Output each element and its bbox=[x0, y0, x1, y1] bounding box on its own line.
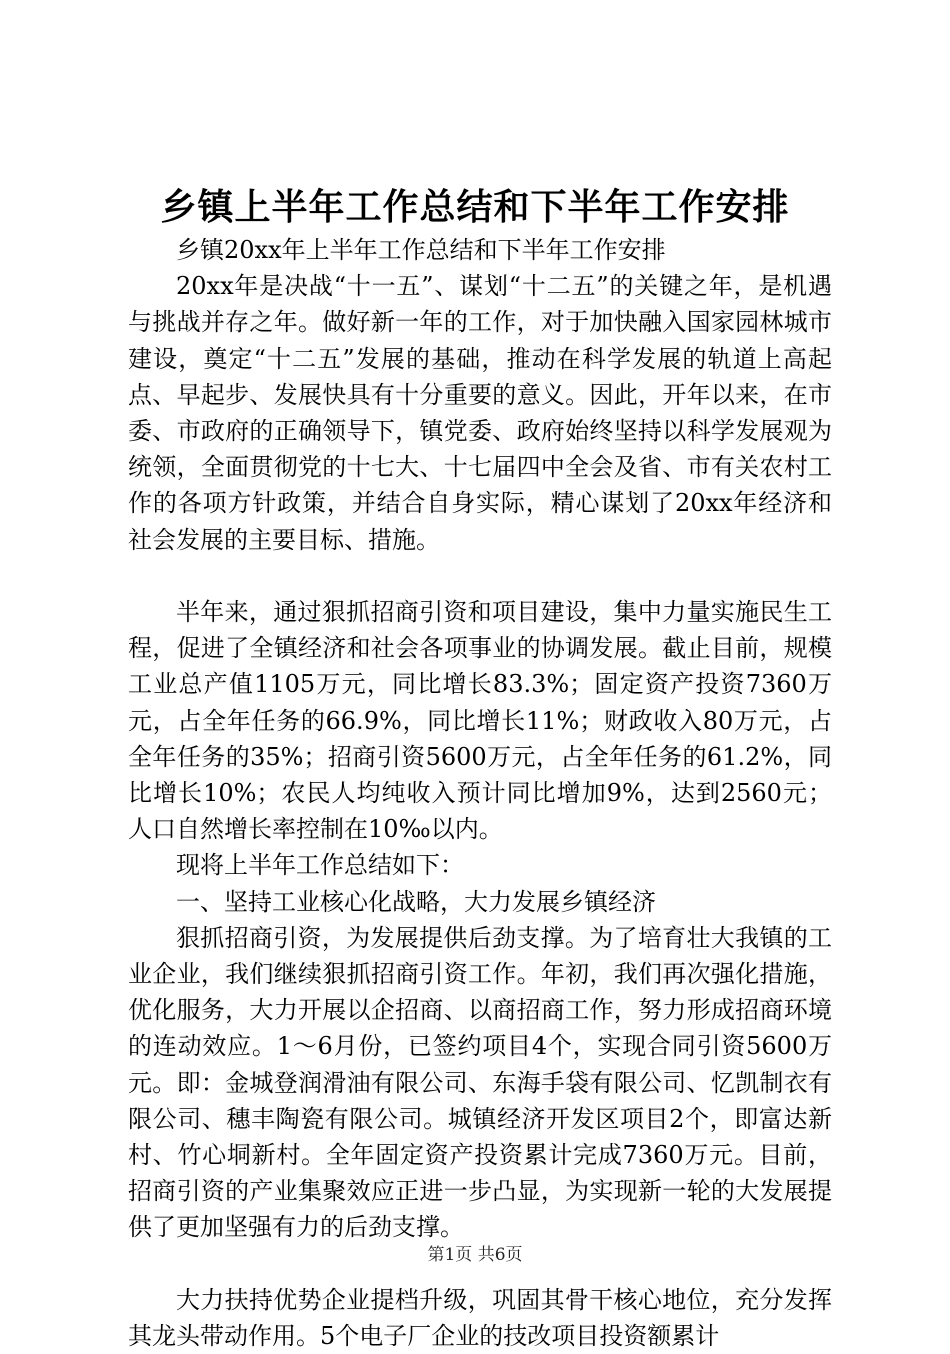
paragraph-summary-lead: 现将上半年工作总结如下： bbox=[176, 851, 464, 880]
document-body bbox=[128, 232, 832, 1354]
document-title: 乡镇上半年工作总结和下半年工作安排 bbox=[160, 187, 790, 228]
paragraph-subtitle: 乡镇20xx年上半年工作总结和下半年工作安排 bbox=[176, 236, 666, 264]
paragraph-summary-figures: 半年来，通过狠抓招商引资和项目建设，集中力量实施民生工程，促进了全镇经济和社会各项事业的协调发展。截止目前，规模工业总产值1105万元，同比增长83.3%；固定资产投资7360万元，占全年任务的66.9%，同比增长11%；财政收入80万元，占全年任务的35%；招商引资5600万元，占全年任务的61.2%，同比增长10%；农民人均纯收入预计同比增加9%，达到2560元；人口自然增长率控制在10‰以内。 bbox=[128, 598, 832, 844]
page-number-footer: 第1页 共6页 bbox=[427, 1245, 523, 1265]
section-heading-industry: 一、坚持工业核心化战略，大力发展乡镇经济 bbox=[176, 887, 656, 916]
paragraph-intro: 20xx年是决战“十一五”、谋划“十二五”的关键之年，是机遇与挑战并存之年。做好新一年的工作，对于加快融入国家园林城市建设，奠定“十二五”发展的基础，推动在科学发展的轨道上高起点、早起步、发展快具有十分重要的意义。因此，开年以来，在市委、市政府的正确领导下，镇党委、政府始终坚持以科学发展观为统领，全面贯彻党的十七大、十七届四中全会及省、市有关农村工作的各项方针政策，并结合自身实际，精心谋划了20xx年经济和社会发展的主要目标、措施。 bbox=[128, 272, 832, 554]
paragraph-investment: 狠抓招商引资，为发展提供后劲支撑。为了培育壮大我镇的工业企业，我们继续狠抓招商引资工作。年初，我们再次强化措施，优化服务，大力开展以企招商、以商招商工作，努力形成招商环境的连动效应。1～6月份，已签约项目4个，实现合同引资5600万元。即：金城登润滑油有限公司、东海手袋有限公司、忆凯制衣有限公司、穗丰陶瓷有限公司。城镇经济开发区项目2个，即富达新村、竹心垌新村。全年固定资产投资累计完成7360万元。目前，招商引资的产业集聚效应正进一步凸显，为实现新一轮的大发展提供了更加坚强有力的后劲支撑。 bbox=[128, 923, 832, 1242]
paragraph-enterprise-upgrade: 大力扶持优势企业提档升级，巩固其骨干核心地位，充分发挥其龙头带动作用。5个电子厂企业的技改项目投资额累计 bbox=[128, 1285, 832, 1351]
